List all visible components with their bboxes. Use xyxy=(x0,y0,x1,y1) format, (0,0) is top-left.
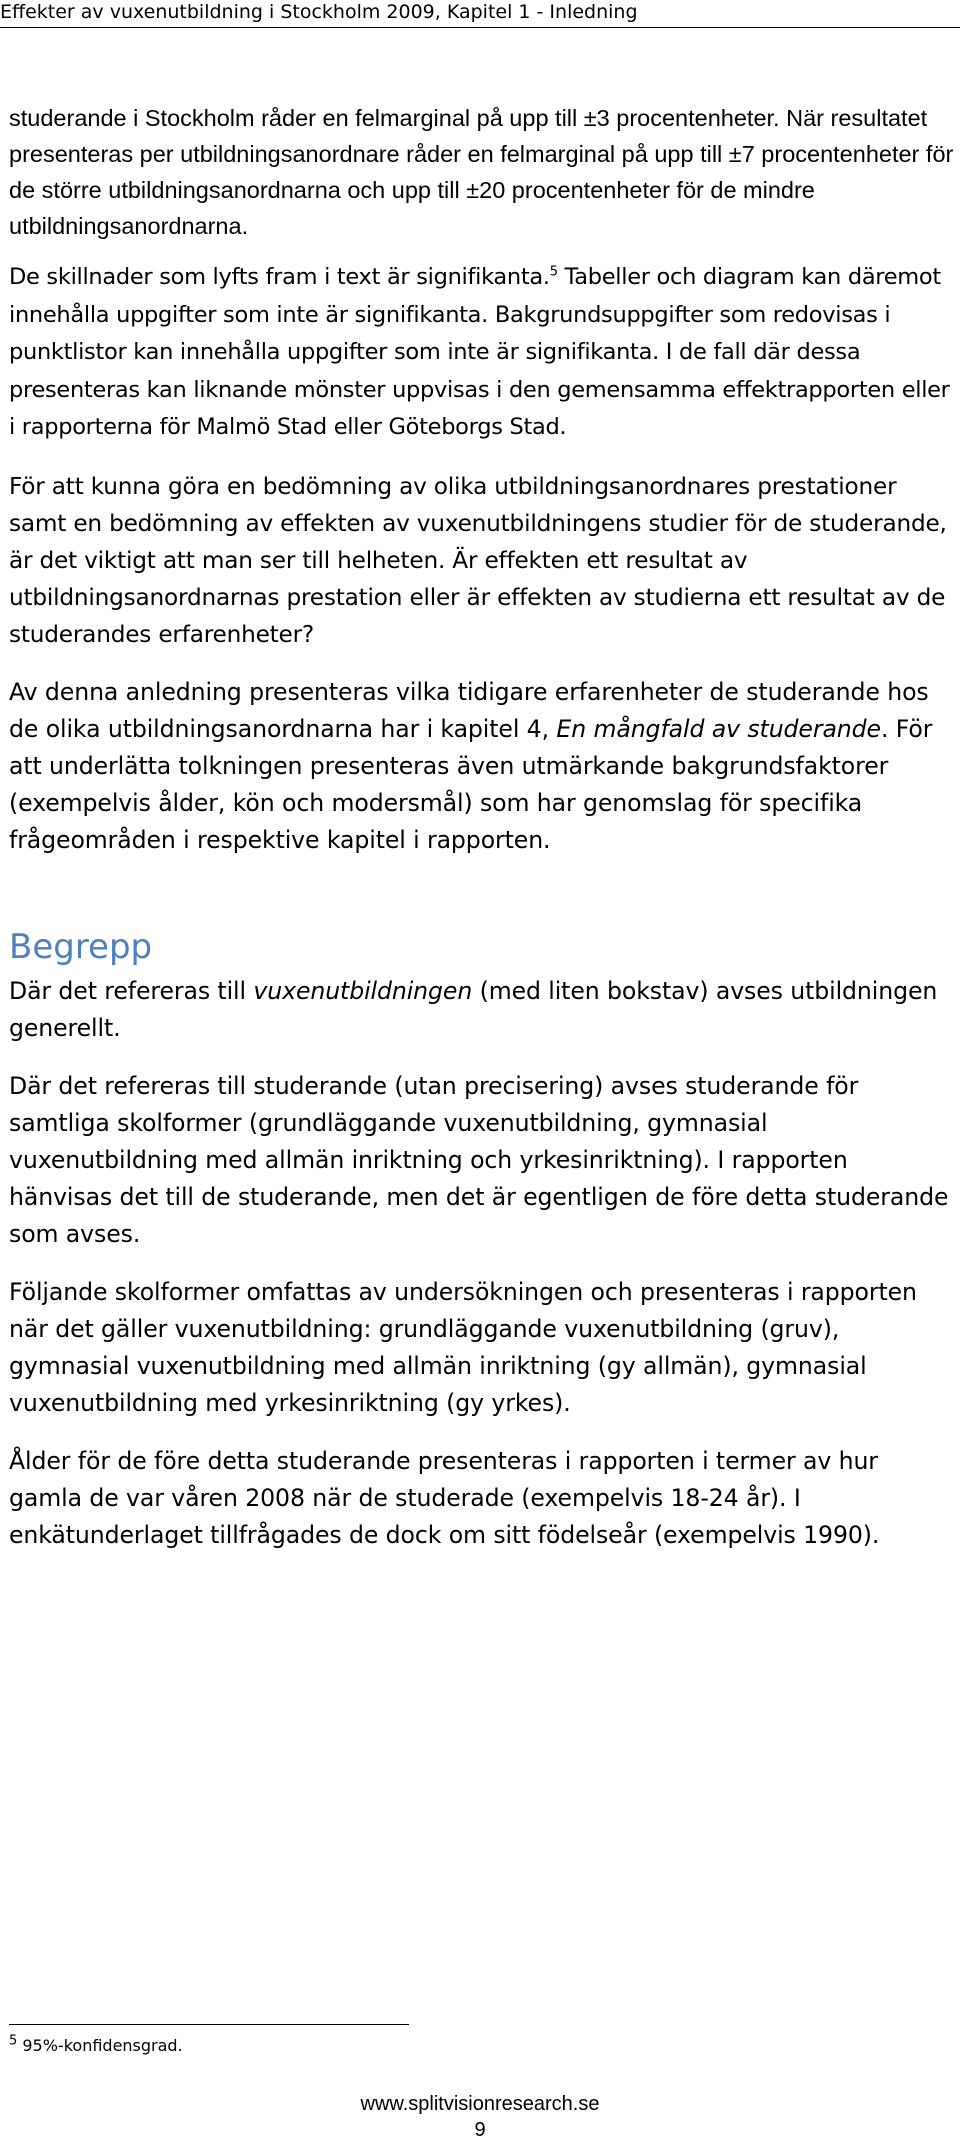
footer-website[interactable]: www.splitvisionresearch.se xyxy=(360,2093,600,2115)
definition-text-b: (med liten bokstav) avses utbildningen generellt. xyxy=(9,976,938,1042)
intro-paragraph: studerande i Stockholm råder en felmarginal på upp till ±3 procentenheter. När resultatet presenteras per utbildningsanordnare råder en felmarginal på upp till ±7 procentenheter för de större utbildningsanordnarna och upp till ±20 procentenheter för de mindre utbildningsanordnarna. xyxy=(9,105,954,239)
background-text-a: Av denna anledning presenteras vilka tidigare erfarenheter de studerande hos de olika utbildningsanordnarna har i kapitel 4, xyxy=(9,677,929,743)
definition-paragraph-2: Där det refereras till studerande (utan precisering) avses studerande för samtliga skolformer (grundläggande vuxenutbildning, gymnasial vuxenutbildning med allmän inriktning och yrkesinriktning). I rapporten hänvisas det till de studerande, men det är egentligen de före detta studerande som avses. xyxy=(9,1071,949,1248)
header-divider xyxy=(0,27,960,28)
page-number: 9 xyxy=(474,2119,486,2141)
footnote xyxy=(9,2033,183,2056)
footnote-text: 95%-konfidensgrad. xyxy=(17,2036,183,2055)
chapter-reference: En mångfald av studerande xyxy=(556,714,881,743)
page-body xyxy=(9,100,954,1575)
definition-paragraph-3: Följande skolformer omfattas av undersökningen och presenteras i rapporten när det gäller vuxenutbildning: grundläggande vuxenutbildning (gruv), gymnasial vuxenutbildning med allmän inriktning (gy allmän), gymnasial vuxenutbildning med yrkesinriktning (gy yrkes). xyxy=(9,1277,917,1417)
running-header: Effekter av vuxenutbildning i Stockholm 2009, Kapitel 1 - Inledning xyxy=(0,1,638,23)
footnote-divider xyxy=(9,2024,409,2025)
defined-term: vuxenutbildningen xyxy=(253,976,473,1005)
background-paragraph xyxy=(9,674,954,859)
assessment-paragraph: För att kunna göra en bedömning av olika utbildningsanordnares prestationer samt en bedömning av effekten av vuxenutbildningens studier för de studerande, är det viktigt att man ser till helheten. Är effekten ett resultat av utbildningsanordnarnas prestation eller är effekten av studierna ett resultat av de studerandes erfarenheter? xyxy=(9,472,947,648)
footnote-mark: 5 xyxy=(9,2033,18,2049)
definition-text-a: Där det refereras till xyxy=(9,976,254,1005)
definition-paragraph-1 xyxy=(9,973,954,1047)
background-text-b: . För att underlätta tolkningen presenteras även utmärkande bakgrundsfaktorer (exempelvis ålder, kön och modersmål) som har genomslag för specifika frågeområden i respektive kapitel i rapporten. xyxy=(9,714,933,854)
significance-text-a: De skillnader som lyfts fram i text är signifikanta. xyxy=(9,264,550,290)
definition-paragraph-4: Ålder för de före detta studerande presenteras i rapporten i termer av hur gamla de var våren 2008 när de studerade (exempelvis 18-24 år). I enkätunderlaget tillfrågades de dock om sitt födelseår (exempelvis 1990). xyxy=(9,1446,880,1549)
significance-paragraph xyxy=(9,259,954,447)
section-heading: Begrepp xyxy=(9,926,153,967)
footnote-reference[interactable]: 5 xyxy=(549,264,558,280)
significance-text-b: Tabeller och diagram kan däremot innehålla uppgifter som inte är signifikanta. Bakgrundsuppgifter som redovisas i punktlistor kan innehålla uppgifter som inte är signifikanta. I de fall där dessa presenteras kan liknande mönster uppvisas i den gemensamma effektrapporten eller i rapporterna för Malmö Stad eller Göteborgs Stad. xyxy=(9,264,950,440)
